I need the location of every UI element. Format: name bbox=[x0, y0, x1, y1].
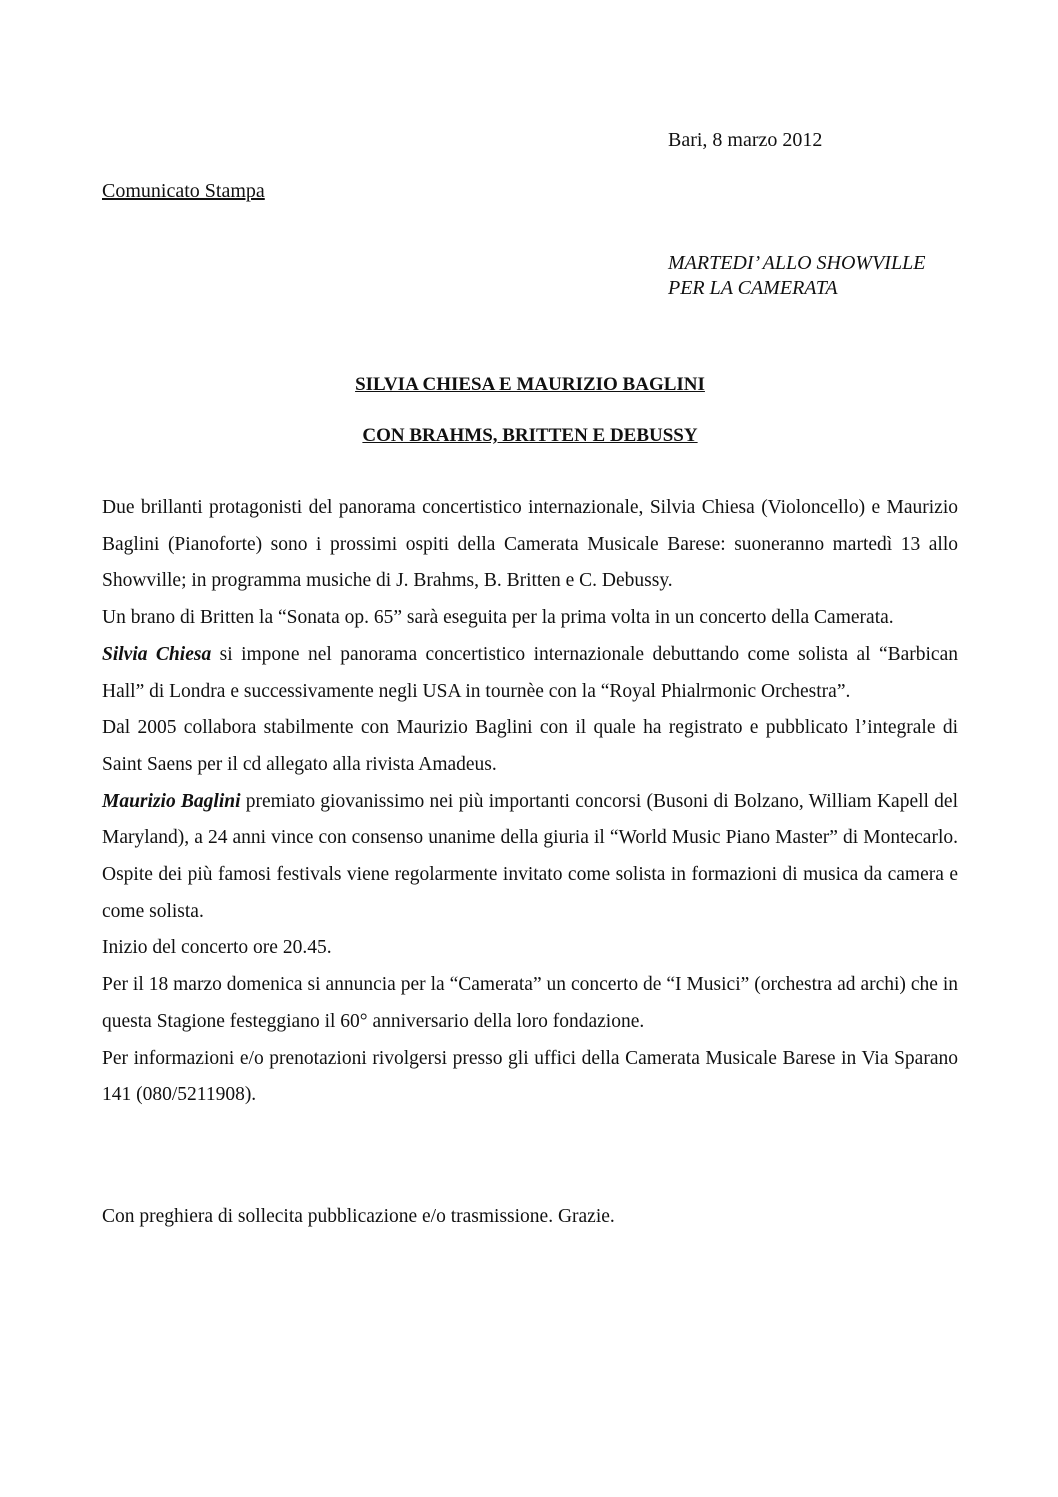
artist-name-maurizio-baglini: Maurizio Baglini bbox=[102, 790, 241, 812]
paragraph-5 bbox=[102, 784, 958, 931]
paragraph-7: Per il 18 marzo domenica si annuncia per la “Camerata” un concerto de “I Musici” (orchestra ad archi) che in questa Stagione festeggiano il 60° anniversario della loro fondazione. bbox=[102, 974, 958, 1032]
headline-line-1: SILVIA CHIESA E MAURIZIO BAGLINI bbox=[355, 374, 705, 395]
paragraph-4: Dal 2005 collabora stabilmente con Maurizio Baglini con il quale ha registrato e pubblicato l’integrale di Saint Saens per il cd allegato alla rivista Amadeus. bbox=[102, 717, 958, 775]
press-release-label: Comunicato Stampa bbox=[102, 180, 265, 202]
document-date: Bari, 8 marzo 2012 bbox=[668, 129, 823, 151]
paragraph-1: Due brillanti protagonisti del panorama concertistico internazionale, Silvia Chiesa (Violoncello) e Maurizio Baglini (Pianoforte) sono i prossimi ospiti della Camerata Musicale Barese: suoneranno martedì 13 allo Showville; in programma musiche di J. Brahms, B. Britten e C. Debussy. bbox=[102, 497, 958, 592]
paragraph-6: Inizio del concerto ore 20.45. bbox=[102, 937, 332, 959]
paragraph-3-text: si impone nel panorama concertistico internazionale debuttando come solista al “Barbican Hall” di Londra e successivamente negli USA in tournèe con la “Royal Phialrmonic Orchestra”. bbox=[102, 643, 958, 702]
subtitle-block bbox=[668, 251, 925, 301]
subtitle-line-2: PER LA CAMERATA bbox=[668, 277, 838, 299]
body-text bbox=[102, 490, 958, 1114]
paragraph-8: Per informazioni e/o prenotazioni rivolgersi presso gli uffici della Camerata Musicale Barese in Via Sparano 141 (080/5211908). bbox=[102, 1047, 958, 1106]
paragraph-5-text: premiato giovanissimo nei più importanti concorsi (Busoni di Bolzano, William Kapell del Maryland), a 24 anni vince con consenso unanime della giuria il “World Music Piano Master” di Montecarlo. Ospite dei più famosi festivals viene regolarmente invitato come solista in formazioni di musica da camera e come solista. bbox=[102, 790, 958, 922]
headline-line-2: CON BRAHMS, BRITTEN E DEBUSSY bbox=[362, 425, 698, 446]
subtitle-line-1: MARTEDI’ ALLO SHOWVILLE bbox=[668, 252, 926, 274]
artist-name-silvia-chiesa: Silvia Chiesa bbox=[102, 643, 212, 665]
paragraph-3 bbox=[102, 637, 958, 710]
closing-line: Con preghiera di sollecita pubblicazione e/o trasmissione. Grazie. bbox=[102, 1206, 615, 1227]
paragraph-2: Un brano di Britten la “Sonata op. 65” sarà eseguita per la prima volta in un concerto della Camerata. bbox=[102, 607, 894, 629]
